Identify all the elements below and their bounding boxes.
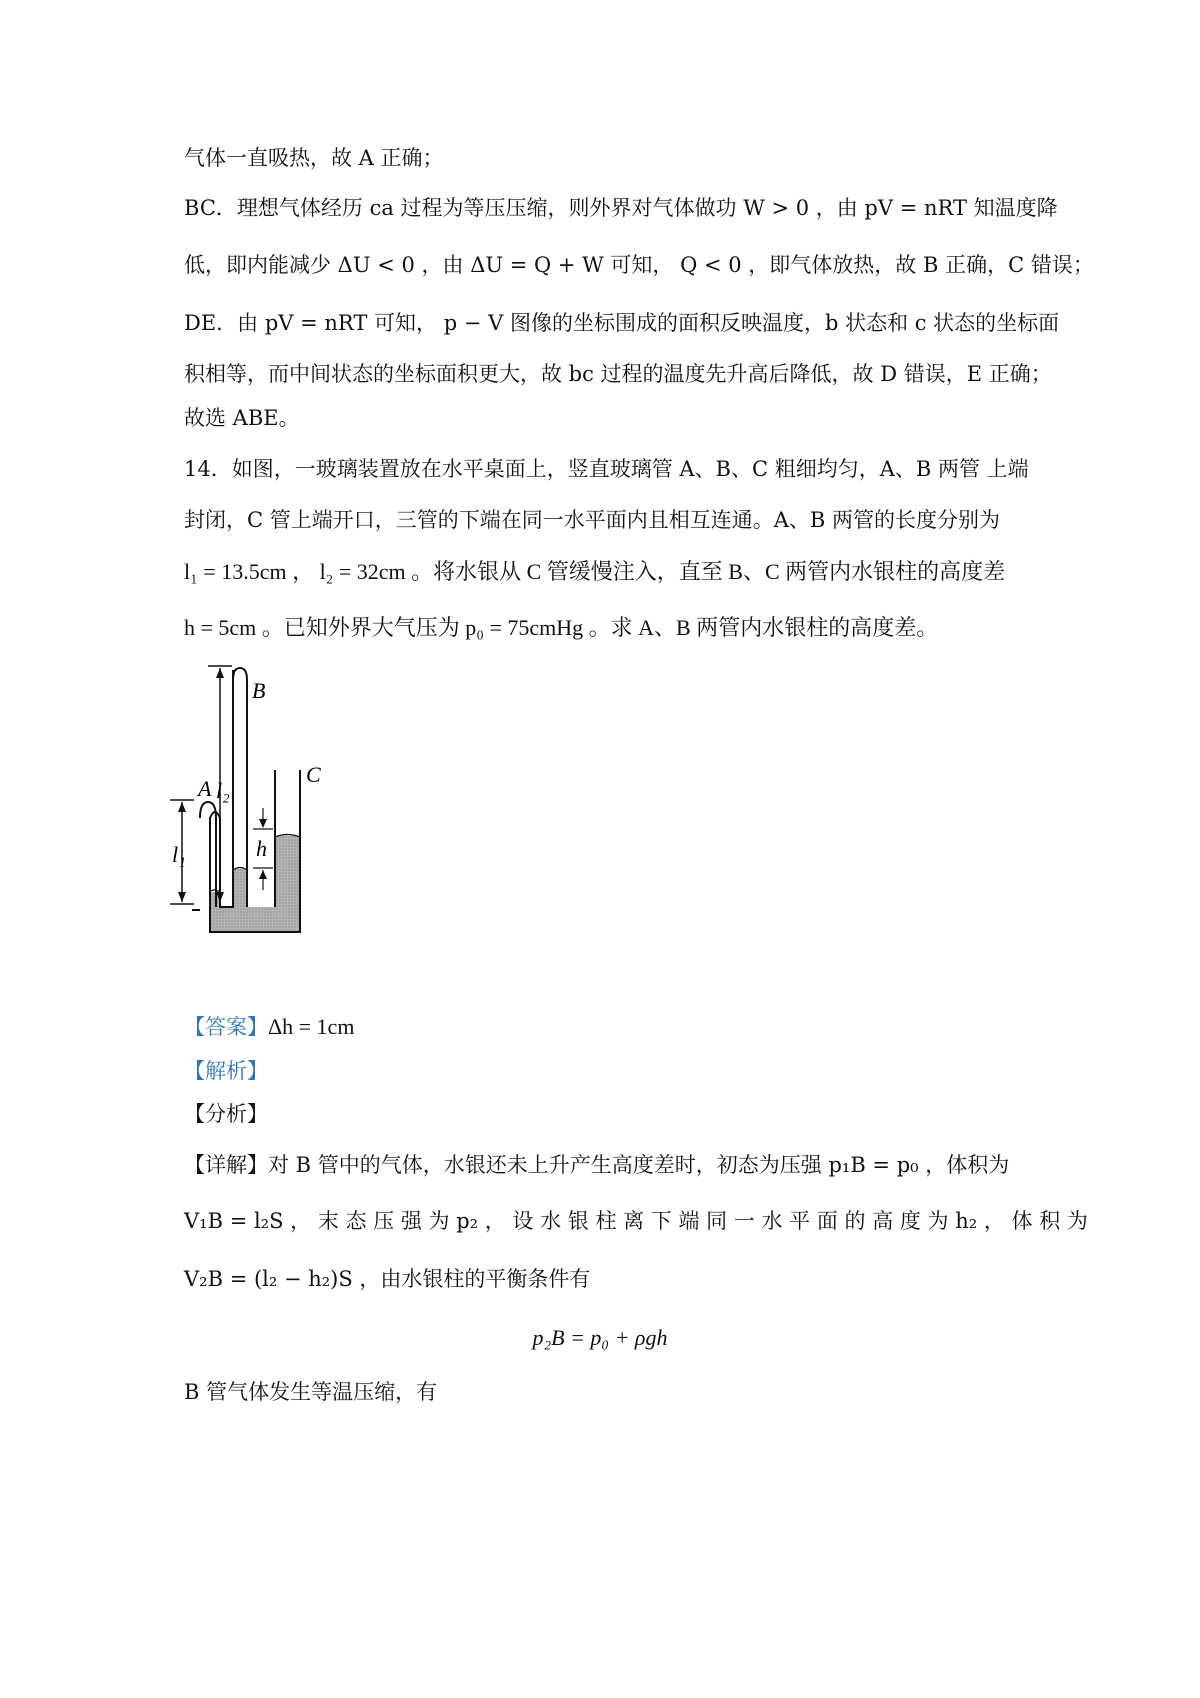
equation-1: p₂B = p₀ + ρgh [532,1325,668,1350]
text-line-6: 故选 ABE。 [184,406,300,430]
tube-a [200,802,216,907]
text-line-4: DE．由 pV = nRT 可知， p − V 图像的坐标围成的面积反映温度，b 状态和 c 状态的坐标面 [184,311,1060,335]
detail-line-4: B 管气体发生等温压缩，有 [184,1380,438,1404]
detail-line-3: V₂B = (l₂ − h₂)S ，由水银柱的平衡条件有 [184,1267,591,1291]
mercury [210,836,300,933]
answer-line [184,1012,354,1042]
fenxi-tag: 【分析】 [184,1102,268,1126]
text-line-5: 积相等，而中间状态的坐标面积更大，故 bc 过程的温度先升高后降低，故 D 错误，E 正确； [184,362,1052,386]
detail-line-2: V₁B = l₂S ， 末 态 压 强 为 p₂ ， 设 水 银 柱 离 下 端 同 一 水 平 面 的 高 度 为 h₂ ， 体 积 为 [184,1209,1088,1233]
detail-line-1: 【详解】对 B 管中的气体，水银还未上升产生高度差时，初态为压强 p₁B = p₀ ，体积为 [184,1153,1010,1177]
label-l2: l₂ [216,778,230,803]
label-c: C [306,762,321,787]
analysis-tag: 【解析】 [184,1059,268,1083]
answer-value: Δh = 1cm [268,1014,355,1039]
text-line-1: 气体一直吸热，故 A 正确； [184,146,444,170]
question-14-line-3: l₁ = 13.5cm ， l₂ = 32cm 。将水银从 C 管缓慢注入，直至 B、C 两管内水银柱的高度差 [184,559,1006,584]
label-l1: l₁ [172,842,186,867]
label-b: B [252,678,266,703]
label-a: A [198,776,212,801]
text-line-2: BC．理想气体经历 ca 过程为等压压缩，则外界对气体做功 W > 0 ，由 pV = nRT 知温度降 [184,196,1058,220]
u-tube-diagram [172,678,360,1040]
answer-tag: 【答案】 [184,1015,268,1039]
text-line-3: 低，即内能减少 ΔU < 0 ，由 ΔU = Q + W 可知， Q < 0 ，即气体放热，故 B 正确，C 错误； [184,253,1094,277]
question-14-line-4: h = 5cm 。已知外界大气压为 p₀ = 75cmHg 。求 A、B 两管内水银柱的高度差。 [184,615,939,640]
question-14-line-1: 14．如图，一玻璃装置放在水平桌面上，竖直玻璃管 A、B、C 粗细均匀，A、B 两管 上端 [184,457,1029,481]
label-h: h [256,836,267,861]
question-14-line-2: 封闭，C 管上端开口，三管的下端在同一水平面内且相互连通。A、B 两管的长度分别为 [184,508,1001,532]
